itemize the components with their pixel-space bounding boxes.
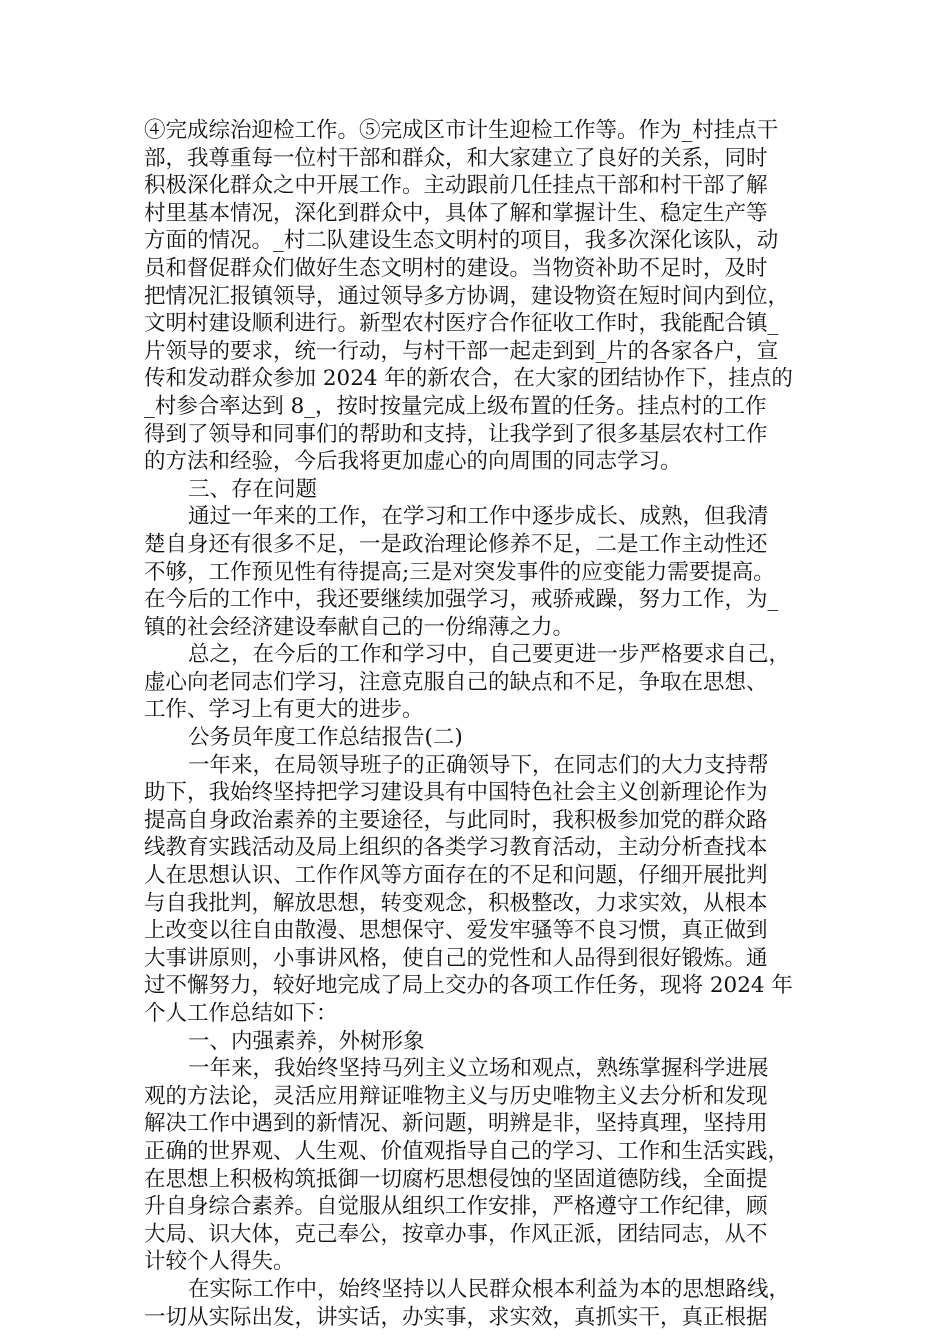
text-line: 正确的世界观、人生观、价值观指导自己的学习、工作和生活实践，: [144, 1138, 790, 1164]
text-line: 上改变以往自由散漫、思想保守、爱发牢骚等不良习惯，真正做到: [144, 918, 768, 944]
text-line: 个人工作总结如下：: [144, 1001, 338, 1026]
text-line: 方面的情况。_村二队建设生态文明村的项目，我多次深化该队，动: [144, 228, 779, 254]
text-line: 人在思想认识、工作作风等方面存在的不足和问题，仔细开展批判: [144, 863, 768, 889]
text-line: 一年来，在局领导班子的正确领导下，在同志们的大力支持帮: [188, 752, 769, 778]
text-line: 过不懈努力，较好地完成了局上交办的各项工作任务，现将 2024 年: [144, 973, 793, 999]
text-line: 楚自身还有很多不足，一是政治理论修养不足，二是工作主动性还: [144, 531, 768, 557]
text-line: 公务员年度工作总结报告(二): [188, 725, 463, 751]
text-line: 三、存在问题: [188, 476, 318, 502]
text-line: 村里基本情况，深化到群众中，具体了解和掌握计生、稳定生产等: [144, 200, 768, 226]
text-line: 一切从实际出发，讲实话，办实事，求实效，真抓实干，真正根据: [144, 1304, 768, 1330]
text-line: 不够，工作预见性有待提高;三是对突发事件的应变能力需要提高。: [144, 559, 775, 585]
text-line: 总之，在今后的工作和学习中，自己要更进一步严格要求自己，: [188, 642, 791, 668]
text-line: 把情况汇报镇领导，通过领导多方协调，建设物资在短时间内到位，: [144, 283, 790, 309]
document-page: [144, 117, 808, 1331]
text-line: 在思想上积极构筑抵御一切腐朽思想侵蚀的坚固道德防线，全面提: [144, 1166, 768, 1192]
text-line: 一、内强素养，外树形象: [188, 1028, 425, 1054]
text-line: 大事讲原则，小事讲风格，使自己的党性和人品得到很好锻炼。通: [144, 945, 768, 971]
text-line: 助下，我始终坚持把学习建设具有中国特色社会主义创新理论作为: [144, 780, 768, 806]
text-line: 部，我尊重每一位村干部和群众，和大家建立了良好的关系，同时: [144, 145, 768, 171]
text-line: 员和督促群众们做好生态文明村的建设。当物资补助不足时，及时: [144, 255, 768, 281]
text-line: 虚心向老同志们学习，注意克服自己的缺点和不足，争取在思想、: [144, 669, 768, 695]
text-line: 传和发动群众参加 2024 年的新农合，在大家的团结协作下，挂点的: [144, 366, 793, 392]
text-line: 片领导的要求，统一行动，与村干部一起走到到_片的各家各户，宣: [144, 338, 779, 364]
text-line: 得到了领导和同事们的帮助和支持，让我学到了很多基层农村工作: [144, 421, 768, 447]
text-line: 提高自身政治素养的主要途径，与此同时，我积极参加党的群众路: [144, 807, 768, 833]
text-line: _村参合率达到 8_，按时按量完成上级布置的任务。挂点村的工作: [144, 393, 767, 419]
text-line: 观的方法论，灵活应用辩证唯物主义与历史唯物主义去分析和发现: [144, 1083, 768, 1109]
text-line: 线教育实践活动及局上组织的各类学习教育活动，主动分析查找本: [144, 835, 768, 861]
text-line: 在实际工作中，始终坚持以人民群众根本利益为本的思想路线，: [188, 1276, 791, 1302]
text-line: 通过一年来的工作，在学习和工作中逐步成长、成熟，但我清: [188, 504, 769, 530]
text-line: 大局、识大体，克己奉公，按章办事，作风正派，团结同志，从不: [144, 1221, 768, 1247]
text-line: 的方法和经验，今后我将更加虚心的向周围的同志学习。: [144, 449, 682, 475]
text-line: 与自我批判，解放思想，转变观念，积极整改，力求实效，从根本: [144, 890, 768, 916]
text-line: 一年来，我始终坚持马列主义立场和观点，熟练掌握科学进展: [188, 1056, 769, 1082]
text-line: 工作、学习上有更大的进步。: [144, 697, 424, 723]
text-line: ④完成综治迎检工作。⑤完成区市计生迎检工作等。作为_村挂点干: [144, 118, 779, 143]
text-line: 镇的社会经济建设奉献自己的一份绵薄之力。: [144, 614, 575, 640]
text-line: 积极深化群众之中开展工作。主动跟前几任挂点干部和村干部了解: [144, 173, 768, 199]
text-line: 在今后的工作中，我还要继续加强学习，戒骄戒躁，努力工作，为_: [144, 587, 779, 613]
text-line: 升自身综合素养。自觉服从组织工作安排，严格遵守工作纪律，顾: [144, 1194, 768, 1220]
text-line: 文明村建设顺利进行。新型农村医疗合作征收工作时，我能配合镇_: [144, 311, 779, 337]
text-line: 计较个人得失。: [144, 1249, 295, 1275]
text-line: 解决工作中遇到的新情况、新问题，明辨是非，坚持真理，坚持用: [144, 1111, 768, 1137]
